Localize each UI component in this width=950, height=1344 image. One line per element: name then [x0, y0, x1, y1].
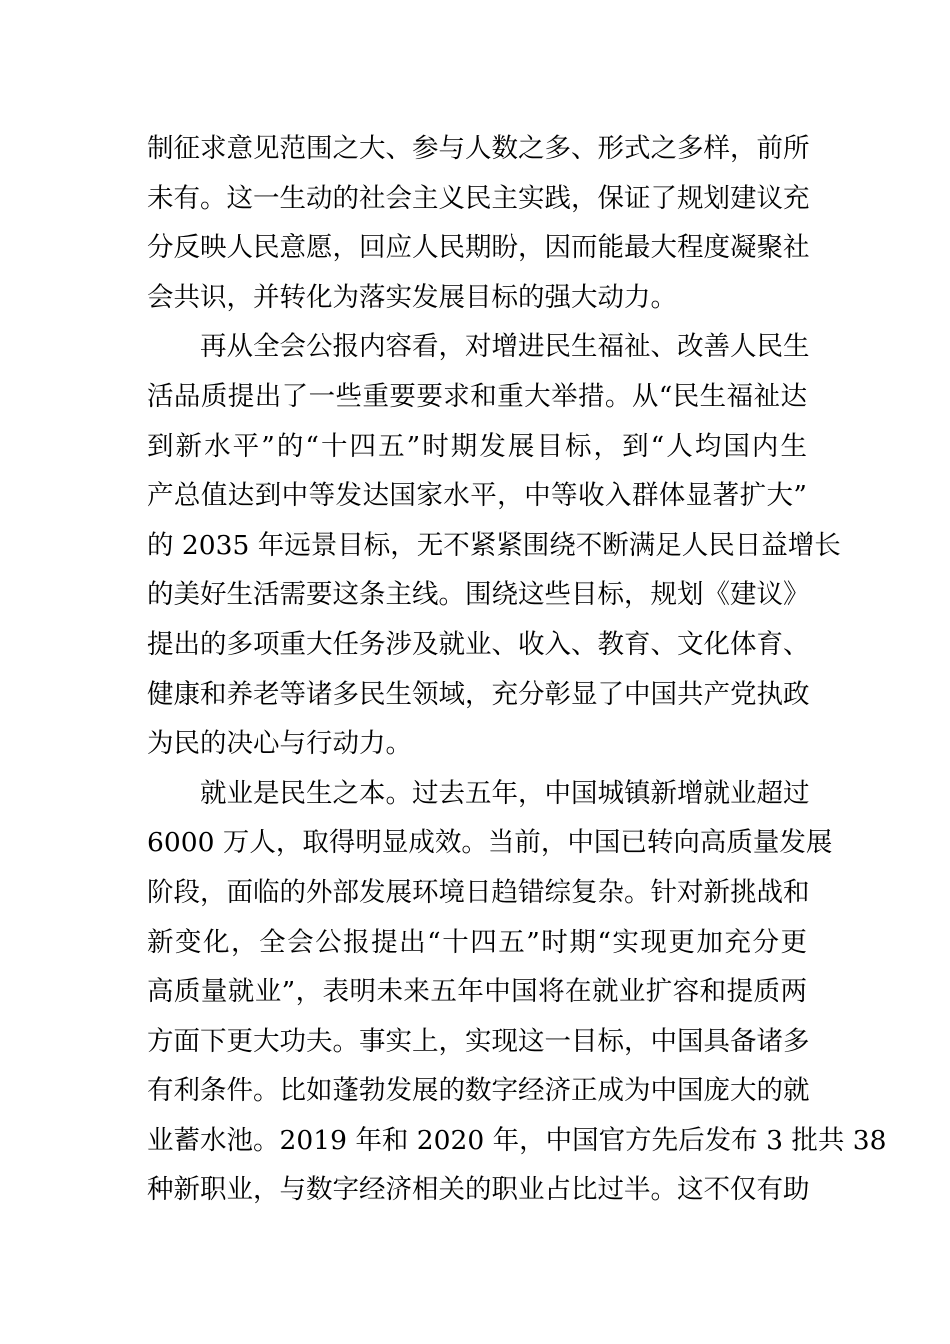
text-line: 分反映人民意愿，回应人民期盼，因而能最大程度凝聚社 [147, 232, 810, 264]
text-line: 活品质提出了一些重要要求和重大举措。从“民生福祉达 [147, 380, 807, 412]
paragraph-2 [147, 322, 841, 768]
text-line: 阶段，面临的外部发展环境日趋错综复杂。针对新挑战和 [147, 876, 810, 908]
text-line: 健康和养老等诸多民生领域，充分彰显了中国共产党执政 [147, 678, 810, 710]
paragraph-1 [147, 124, 810, 322]
text-line: 新变化，全会公报提出“十四五”时期“实现更加充分更 [147, 926, 807, 958]
text-line: 的 2035 年远景目标，无不紧紧围绕不断满足人民日益增长 [147, 529, 841, 561]
text-line: 方面下更大功夫。事实上，实现这一目标，中国具备诸多 [147, 1025, 810, 1057]
text-line: 再从全会公报内容看，对增进民生福祉、改善人民生 [200, 331, 810, 363]
text-line: 提出的多项重大任务涉及就业、收入、教育、文化体育、 [147, 628, 810, 660]
text-line: 为民的决心与行动力。 [147, 728, 412, 760]
text-line: 高质量就业”，表明未来五年中国将在就业扩容和提质两 [147, 976, 807, 1008]
text-line: 会共识，并转化为落实发展目标的强大动力。 [147, 281, 677, 313]
text-line: 产总值达到中等发达国家水平，中等收入群体显著扩大” [147, 480, 807, 512]
text-line: 业蓄水池。2019 年和 2020 年，中国官方先后发布 3 批共 38 [147, 1124, 887, 1156]
text-line: 未有。这一生动的社会主义民主实践，保证了规划建议充 [147, 182, 810, 214]
text-line: 就业是民生之本。过去五年，中国城镇新增就业超过 [200, 777, 810, 809]
text-line: 有利条件。比如蓬勃发展的数字经济正成为中国庞大的就 [147, 1075, 810, 1107]
text-line: 6000 万人，取得明显成效。当前，中国已转向高质量发展 [147, 827, 833, 859]
paragraph-3 [147, 769, 887, 1215]
text-line: 的美好生活需要这条主线。围绕这些目标，规划《建议》 [147, 579, 810, 611]
text-line: 种新职业，与数字经济相关的职业占比过半。这不仅有助 [147, 1174, 810, 1206]
article-body [147, 124, 887, 1215]
text-line: 到新水平”的“十四五”时期发展目标，到“人均国内生 [147, 430, 807, 462]
text-line: 制征求意见范围之大、参与人数之多、形式之多样，前所 [147, 133, 810, 164]
